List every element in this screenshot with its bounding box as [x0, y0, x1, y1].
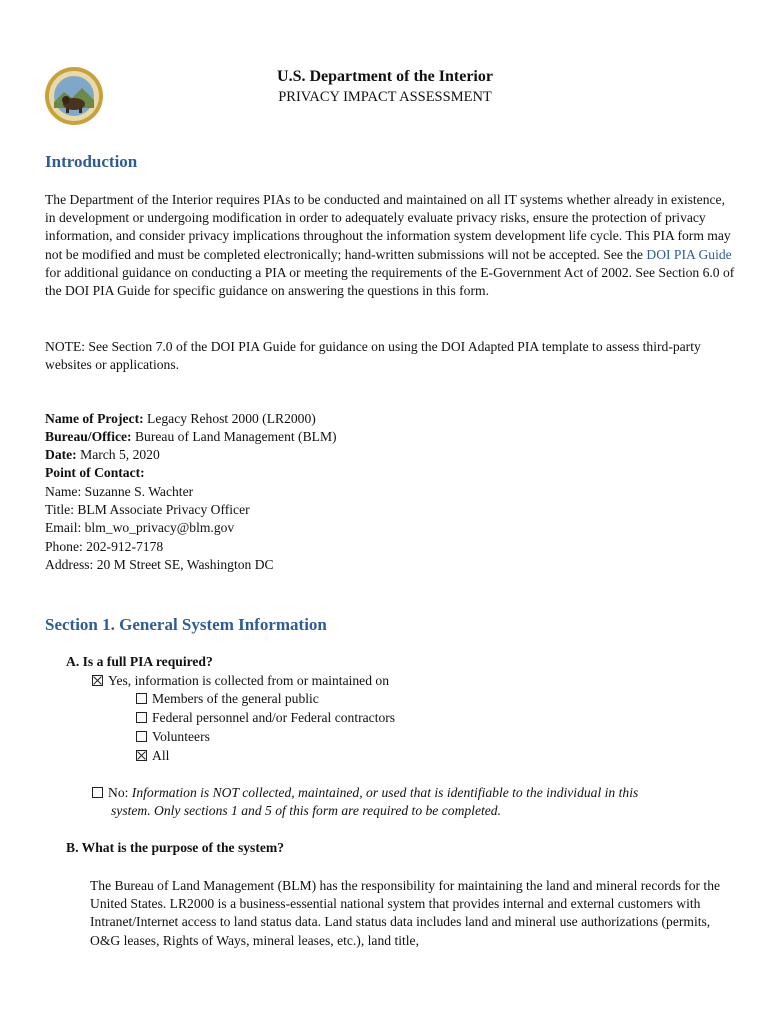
- federal-option-text: Federal personnel and/or Federal contractors: [152, 710, 396, 725]
- contact-address: Address: 20 M Street SE, Washington DC: [45, 557, 274, 572]
- question-b-answer: The Bureau of Land Management (BLM) has the responsibility for maintaining the land and mineral records for the United States. LR2000 is a business-essential national system that provides internal and external customers with Intranet/Internet access to land status data. Land status data includes land and mineral use authorizations (permits, O&G leases, Rights of Ways, mineral leases, etc.), land title,: [90, 878, 721, 948]
- intro-paragraph: [45, 191, 735, 300]
- contact-phone: Phone: 202-912-7178: [45, 539, 164, 554]
- public-checkbox[interactable]: [136, 693, 147, 704]
- all-checkbox[interactable]: [136, 750, 147, 761]
- federal-option: [136, 710, 395, 726]
- note-paragraph: NOTE: See Section 7.0 of the DOI PIA Guide for guidance on using the DOI Adapted PIA template to assess third-party websites or applications.: [45, 339, 701, 373]
- bureau-value: Bureau of Land Management (BLM): [131, 429, 337, 444]
- project-name-line: [45, 411, 316, 427]
- all-option-text: All: [152, 748, 170, 763]
- public-option: [136, 691, 319, 707]
- question-a-label: A. Is a full PIA required?: [66, 654, 213, 669]
- document-subtitle: PRIVACY IMPACT ASSESSMENT: [278, 89, 492, 105]
- introduction-heading: Introduction: [45, 152, 138, 171]
- doi-pia-guide-link[interactable]: DOI PIA Guide: [646, 246, 732, 262]
- volunteers-option-text: Volunteers: [152, 729, 210, 744]
- question-b-label: B. What is the purpose of the system?: [66, 840, 285, 855]
- date-label: Date:: [45, 447, 77, 462]
- no-option: [92, 785, 638, 801]
- all-option: [136, 748, 169, 764]
- no-checkbox[interactable]: [92, 787, 103, 798]
- point-of-contact-label: Point of Contact:: [45, 465, 145, 480]
- bureau-line: [45, 429, 337, 445]
- intro-text-before: The Department of the Interior requires PIAs to be conducted and maintained on all IT systems whether already in existence, in development or undergoing modification in order to adequately evaluate privacy risks, ensure the protection of privacy information, and consider privacy implications throughout the information system development life cycle. This PIA form may not be modified and must be completed electronically; hand-written submissions will not be accepted. See the: [45, 192, 731, 262]
- contact-name: Name: Suzanne S. Wachter: [45, 484, 194, 499]
- project-name-value: Legacy Rehost 2000 (LR2000): [143, 411, 316, 426]
- date-value: March 5, 2020: [76, 447, 160, 462]
- yes-option: [92, 673, 389, 689]
- no-option-text-2: system. Only sections 1 and 5 of this form are required to be completed.: [111, 803, 502, 818]
- federal-checkbox[interactable]: [136, 712, 147, 723]
- volunteers-option: [136, 729, 210, 745]
- yes-option-text: Yes, information is collected from or maintained on: [108, 673, 390, 688]
- bureau-label: Bureau/Office:: [45, 429, 132, 444]
- public-option-text: Members of the general public: [152, 691, 319, 706]
- document-title: U.S. Department of the Interior: [277, 68, 493, 85]
- section1-heading: Section 1. General System Information: [45, 615, 327, 634]
- no-option-label: No:: [108, 785, 132, 800]
- no-option-text-1: Information is NOT collected, maintained, or used that is identifiable to the individual in this: [131, 785, 639, 800]
- volunteers-checkbox[interactable]: [136, 731, 147, 742]
- project-name-label: Name of Project:: [45, 411, 144, 426]
- date-line: [45, 447, 160, 463]
- contact-title: Title: BLM Associate Privacy Officer: [45, 502, 250, 517]
- contact-email: Email: blm_wo_privacy@blm.gov: [45, 520, 235, 535]
- yes-checkbox[interactable]: [92, 675, 103, 686]
- intro-text-after: for additional guidance on conducting a PIA or meeting the requirements of the E-Government Act of 2002. See Section 6.0 of the DOI PIA Guide for specific guidance on answering the questions in this form.: [45, 264, 735, 299]
